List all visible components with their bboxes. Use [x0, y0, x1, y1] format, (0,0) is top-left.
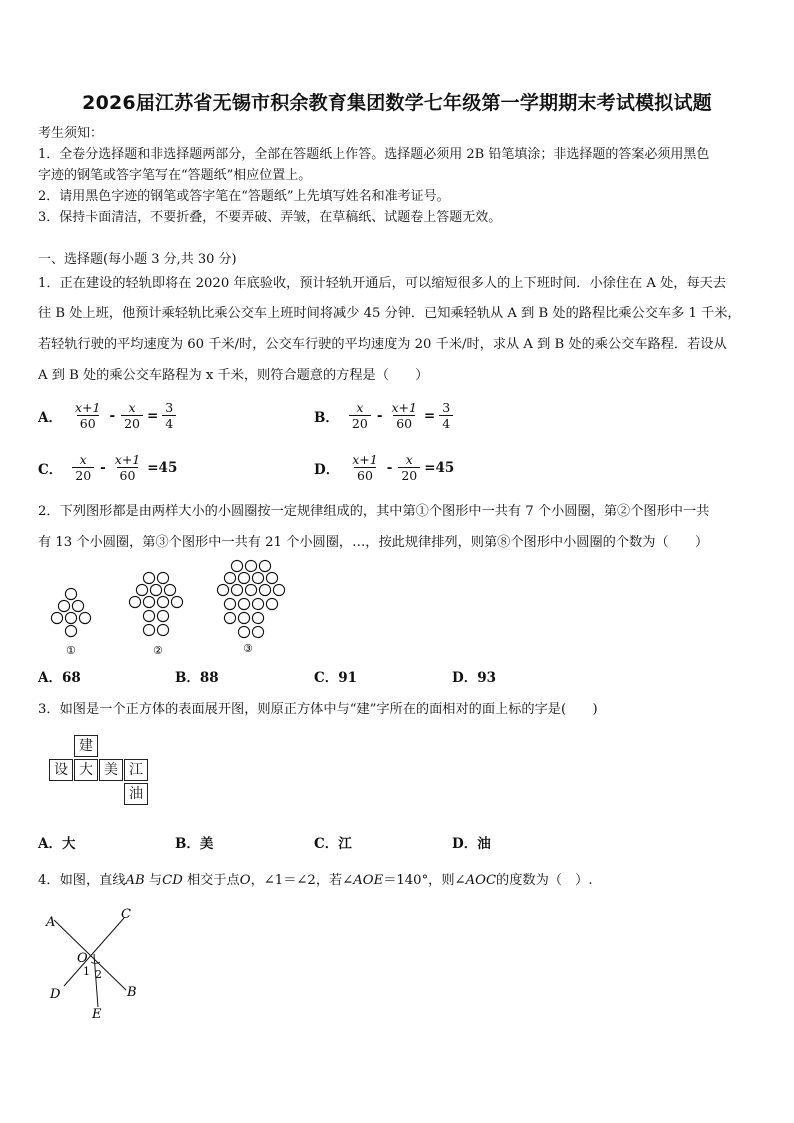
net-cell: 美 — [99, 759, 123, 781]
fraction: $\frac{x+1}{60}$ — [391, 400, 417, 431]
figure-label-3: ③ — [243, 642, 253, 655]
q3-line: 3．如图是一个正方体的表面展开图，则原正方体中与“建”字所在的面相对的面上标的字是( ) — [38, 702, 598, 717]
cube-net-figure — [49, 735, 149, 810]
q2-line: 有 13 个小圆圈，第③个图形中一共有 21 个小圆圈，…，按此规律排列，则第⑧个图形中小圆圈的个数为（ ） — [38, 535, 709, 550]
point-label-e: E — [92, 1007, 102, 1022]
point-label-b: B — [127, 985, 137, 1000]
pattern-circle — [79, 612, 90, 623]
pattern-circle — [245, 584, 256, 595]
pattern-circle — [259, 584, 270, 595]
fraction: $\frac{x+1}{60}$ — [352, 452, 378, 483]
q1-option-c[interactable]: C． $\frac{x}{20}$ - $\frac{x+1}{60}$ =45 — [38, 452, 178, 483]
angle-arc — [91, 962, 100, 963]
fraction: $\frac{x}{20}$ — [121, 400, 143, 431]
q2-option-b[interactable]: B．88 — [175, 670, 219, 686]
fraction: $\frac{x}{20}$ — [72, 452, 94, 483]
pattern-circle — [72, 600, 83, 611]
notice-item: 2．请用黑色字迹的钢笔或答字笔在“答题纸”上先填写姓名和准考证号。 — [38, 189, 450, 204]
option-label: D． — [314, 461, 340, 478]
pattern-circle — [224, 598, 235, 609]
pattern-circle — [231, 584, 242, 595]
pattern-circle — [266, 572, 277, 583]
pattern-circle — [157, 624, 168, 635]
point-label-a: A — [46, 915, 56, 930]
pattern-circle — [217, 584, 228, 595]
pattern-circle — [224, 612, 235, 623]
q2-line: 2．下列图形都是由两样大小的小圆圈按一定规律组成的，其中第①个图形中一共有 7 个小圆圈，第②个图形中一共 — [38, 504, 710, 519]
q1-option-d[interactable]: D． $\frac{x+1}{60}$ - $\frac{x}{20}$ =45 — [314, 452, 455, 483]
pattern-circle — [143, 572, 154, 583]
q3-option-c[interactable]: C．江 — [314, 836, 352, 852]
pattern-circle — [252, 626, 263, 637]
q1-option-a[interactable]: A． $\frac{x+1}{60}$ - $\frac{x}{20}$ = $\frac{3}{4}$ — [38, 400, 178, 431]
pattern-circle — [252, 612, 263, 623]
pattern-circle — [238, 612, 249, 623]
pattern-circle — [136, 584, 147, 595]
pattern-circle — [143, 610, 154, 621]
fraction: $\frac{x}{20}$ — [349, 400, 371, 431]
q1-line: A 到 B 处的乘公交车路程为 x 千米，则符合题意的方程是（ ） — [38, 368, 429, 383]
pattern-circle — [157, 572, 168, 583]
notice-item: 字迹的钢笔或答字笔写在“答题纸”相应位置上。 — [38, 168, 312, 183]
page-title: 2026届江苏省无锡市积余教育集团数学七年级第一学期期末考试模拟试题 — [82, 92, 712, 114]
option-label: C． — [38, 461, 63, 478]
pattern-circle — [157, 610, 168, 621]
angle-label-1: 1 — [83, 965, 90, 978]
pattern-circle — [164, 584, 175, 595]
pattern-circle — [58, 600, 69, 611]
pattern-circle — [238, 626, 249, 637]
pattern-circle — [65, 612, 76, 623]
q1-line: 若轻轨行驶的平均速度为 60 千米/时，公交车行驶的平均速度为 20 千米/时，求从 A 到 B 处的乘公交车路程．若设从 — [38, 337, 727, 352]
fraction: $\frac{3}{4}$ — [439, 400, 453, 431]
q1-line: 1．正在建设的轻轨即将在 2020 年底验收，预计轻轨开通后，可以缩短很多人的上下班时间．小徐住在 A 处，每天去 — [38, 276, 727, 291]
pattern-circle — [252, 598, 263, 609]
q1-line: 往 B 处上班，他预计乘轻轨比乘公交车上班时间将减少 45 分钟．已知乘轻轨从 A 到 B 处的路程比乘公交车多 1 千米， — [38, 306, 741, 321]
fraction: $\frac{x+1}{60}$ — [74, 400, 101, 431]
q3-option-d[interactable]: D．油 — [452, 836, 491, 852]
pattern-circle — [157, 596, 168, 607]
q2-option-d[interactable]: D．93 — [452, 670, 496, 686]
notice-item: 3．保持卡面清洁，不要折叠，不要弄破、弄皱，在草稿纸、试题卷上答题无效。 — [38, 210, 502, 225]
pattern-circle — [65, 625, 76, 636]
pattern-circle — [65, 588, 76, 599]
section-heading: 一、选择题(每小题 3 分,共 30 分) — [38, 252, 237, 267]
line-ab — [54, 920, 126, 990]
pattern-circle — [129, 596, 140, 607]
point-label-c: C — [121, 907, 131, 922]
pattern-circle — [171, 596, 182, 607]
notice-heading: 考生须知： — [38, 126, 104, 141]
net-cell: 设 — [49, 759, 73, 781]
pattern-circle — [238, 598, 249, 609]
circle-pattern-figure — [36, 556, 296, 658]
pattern-circle — [245, 560, 256, 571]
angle-label-2: 2 — [95, 968, 102, 981]
pattern-circle — [259, 560, 270, 571]
point-label-d: D — [50, 987, 61, 1002]
pattern-circle — [51, 612, 62, 623]
q2-option-c[interactable]: C．91 — [314, 670, 358, 686]
net-cell: 大 — [74, 759, 98, 781]
option-label: B． — [314, 409, 339, 426]
figure-label-2: ② — [153, 644, 163, 657]
point-label-o: O — [77, 951, 88, 966]
net-cell: 江 — [124, 759, 148, 781]
q3-option-a[interactable]: A．大 — [38, 836, 76, 852]
q4-line: 4．如图，直线AB 与CD 相交于点O，∠1＝∠2，若∠AOE＝140°，则∠AOC的度数为（ ）. — [38, 873, 593, 888]
pattern-circle — [273, 584, 284, 595]
pattern-circle — [143, 624, 154, 635]
pattern-circle — [238, 572, 249, 583]
q3-option-b[interactable]: B．美 — [175, 836, 214, 852]
pattern-circle — [224, 572, 235, 583]
q2-option-a[interactable]: A．68 — [38, 670, 81, 686]
fraction: $\frac{3}{4}$ — [162, 400, 176, 431]
pattern-circle — [150, 584, 161, 595]
line-cd — [64, 918, 124, 986]
option-label: A． — [38, 409, 62, 426]
intersecting-lines-figure — [36, 900, 156, 1025]
pattern-circle — [231, 560, 242, 571]
figure-label-1: ① — [66, 644, 76, 657]
notice-item: 1．全卷分选择题和非选择题两部分，全部在答题纸上作答。选择题必须用 2B 铅笔填涂；非选择题的答案必须用黑色 — [38, 147, 710, 162]
pattern-circle — [252, 572, 263, 583]
q1-option-b[interactable]: B． $\frac{x}{20}$ - $\frac{x+1}{60}$ = $\frac{3}{4}$ — [314, 400, 455, 431]
net-cell: 油 — [124, 783, 148, 805]
pattern-circle — [143, 596, 154, 607]
fraction: $\frac{x+1}{60}$ — [114, 452, 141, 483]
fraction: $\frac{x}{20}$ — [398, 452, 420, 483]
net-cell: 建 — [74, 735, 98, 757]
pattern-circle — [266, 598, 277, 609]
